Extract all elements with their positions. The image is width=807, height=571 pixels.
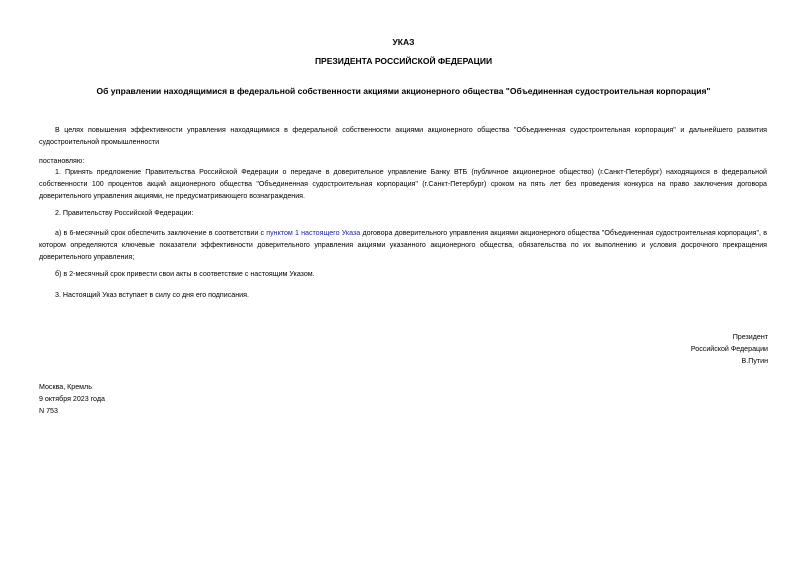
item-2b-paragraph: б) в 2-месячный срок привести свои акты в соответствие с настоящим Указом.: [55, 270, 315, 278]
item-2a-paragraph: [39, 228, 767, 263]
item-2a-text-after: договора доверительного управления акциями акционерного общества "Объединенная судостроительная корпорация", в котором определяются ключевые показатели эффективности доверительного управления акциями указанного акционерного общества, обязательства по их выполнению и условия досрочного прекращения доверительного управления;: [39, 229, 767, 261]
item-1-paragraph: 1. Принять предложение Правительства Российской Федерации о передаче в доверительное управление Банку ВТБ (публичное акционерное общество) (г.Санкт-Петербург) находящихся в федеральной собственности 100 процентов акций акционерного общества "Объединенная судостроительная корпорация" (г.Санкт-Петербург) сроком на пять лет без проведения конкурса на право заключения договора доверительного управления акциями, не предусматривающего вознаграждения.: [39, 168, 767, 200]
decree-heading: УКАЗ: [392, 37, 415, 47]
item-2a-text-before: а) в 6-месячный срок обеспечить заключение в соответствии с: [55, 229, 267, 237]
document-title: Об управлении находящимися в федеральной собственности акциями акционерного общества "Объединенная судостроительная корпорация": [96, 86, 711, 96]
decree-number: N 753: [39, 406, 58, 415]
decree-word: постановляю:: [39, 157, 85, 165]
preamble-paragraph: В целях повышения эффективности управления находящимися в федеральной собственности акциями акционерного общества "Объединенная судостроительная корпорация" и дальнейшего развития судостроительной промышленности: [39, 126, 767, 146]
item-2-paragraph: 2. Правительству Российской Федерации:: [55, 209, 194, 217]
item-3-paragraph: 3. Настоящий Указ вступает в силу со дня его подписания.: [55, 291, 249, 299]
issuer-heading: ПРЕЗИДЕНТА РОССИЙСКОЙ ФЕДЕРАЦИИ: [314, 56, 493, 66]
item-1-reference-link[interactable]: пунктом 1 настоящего Указа: [266, 229, 361, 237]
signature-position: Президент: [732, 333, 768, 341]
signing-date: 9 октября 2023 года: [39, 394, 105, 403]
signing-place: Москва, Кремль: [39, 383, 92, 391]
place-date-block: [39, 382, 239, 417]
signature-name: В.Путин: [741, 356, 768, 365]
signature-block: [568, 332, 768, 367]
signature-country: Российской Федерации: [690, 344, 768, 353]
